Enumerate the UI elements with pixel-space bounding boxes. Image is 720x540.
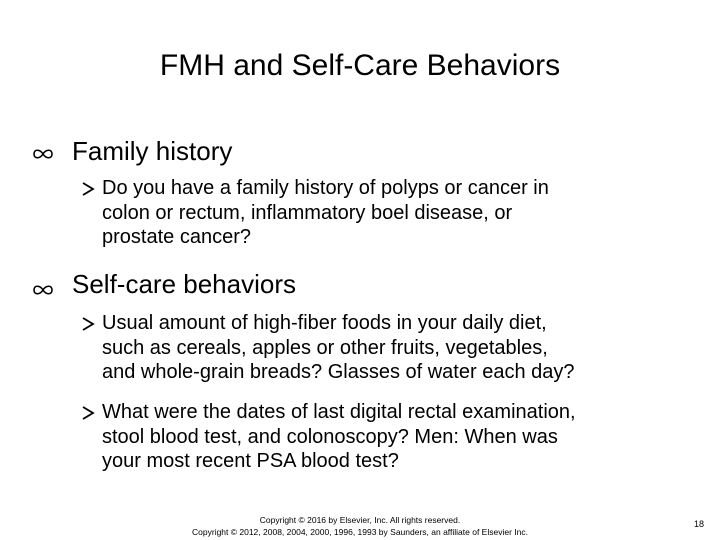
copyright-notice [130,514,590,538]
page-number: 18 [694,519,705,529]
text-line: your most recent PSA blood test? [102,450,399,472]
screening-question [102,400,702,474]
copyright-line: Copyright © 2012, 2008, 2004, 2000, 1996, 1993 by Saunders, an affiliate of Elsevier Inc. [192,527,528,537]
infinity-bullet-icon [31,144,55,164]
high-fiber-question [102,311,702,385]
text-line: such as cereals, apples or other fruits, vegetables, [102,336,548,359]
text-line: stool blood test, and colonoscopy? Men: When was [102,425,558,448]
arrow-bullet-icon [80,180,96,198]
bullet-self-care-behaviors: Self-care behaviors [72,269,296,299]
text-line: Usual amount of high-fiber foods in your daily diet, [102,312,547,334]
arrow-bullet-icon [80,315,96,333]
text-line: What were the dates of last digital rectal examination, [102,401,576,423]
family-history-question [102,176,702,250]
text-line: colon or rectum, inflammatory boel disease, or [102,201,513,224]
text-line: Do you have a family history of polyps or cancer in [102,177,549,199]
text-line: and whole-grain breads? Glasses of water each day? [102,361,575,383]
copyright-line: Copyright © 2016 by Elsevier, Inc. All rights reserved. [259,515,461,525]
infinity-bullet-icon [31,280,55,300]
text-line: prostate cancer? [102,226,251,248]
bullet-family-history: Family history [72,136,233,166]
arrow-bullet-icon [80,404,96,422]
slide-title: FMH and Self-Care Behaviors [159,49,561,82]
